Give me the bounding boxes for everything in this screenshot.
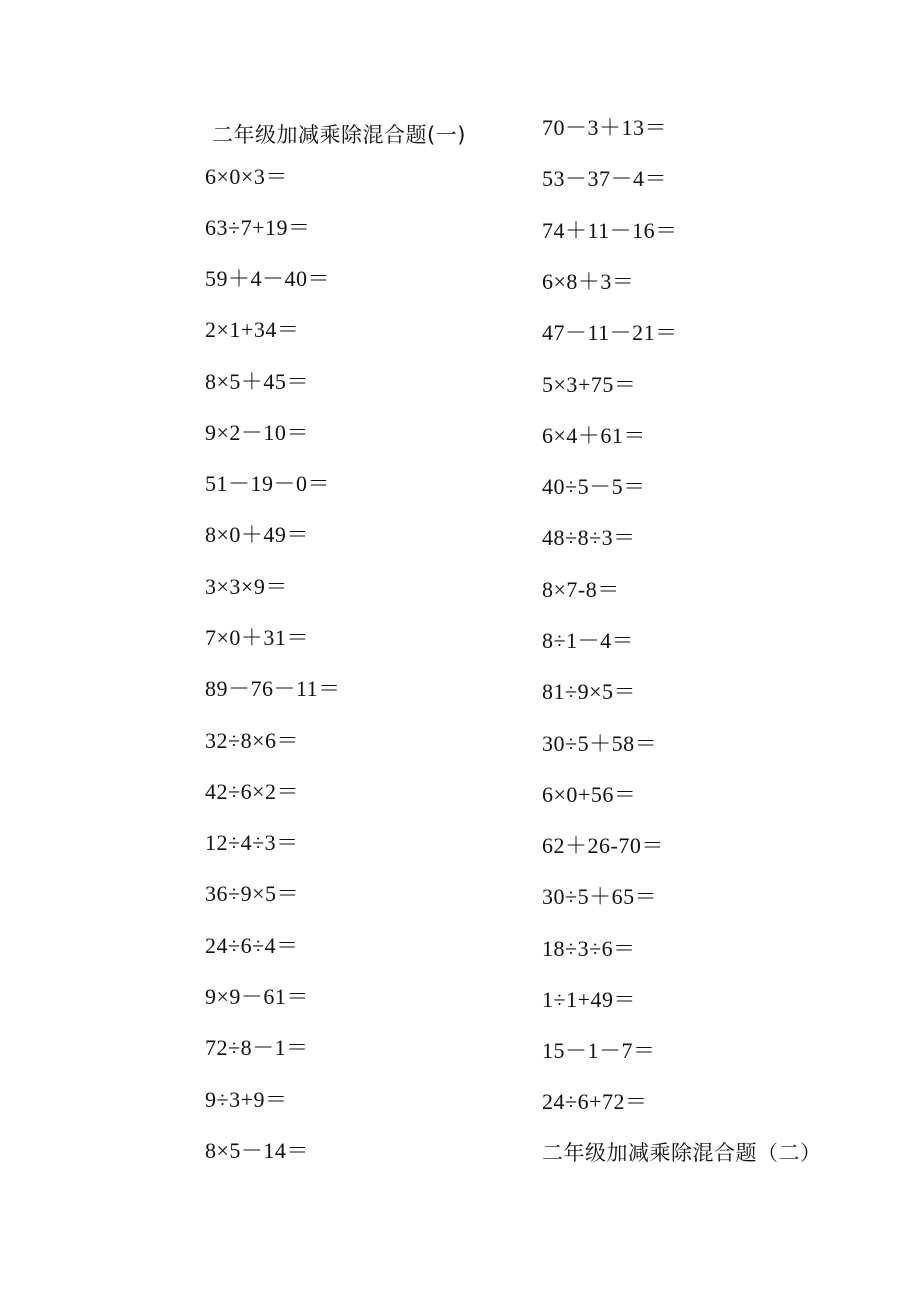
problem-right-12: 81÷9×5＝ xyxy=(542,679,636,704)
problem-left-16: 24÷6÷4＝ xyxy=(205,933,299,958)
problem-right-11: 8÷1－4＝ xyxy=(542,628,635,653)
worksheet-title-1: 二年级加减乘除混合题(一) xyxy=(212,123,466,147)
problem-left-5: 8×5＋45＝ xyxy=(205,369,309,394)
problem-right-19: 15－1－7＝ xyxy=(542,1038,656,1063)
problem-right-5: 47－11－21＝ xyxy=(542,320,678,345)
problem-right-7: 6×4＋61＝ xyxy=(542,423,646,448)
problem-right-17: 18÷3÷6＝ xyxy=(542,936,636,961)
worksheet-title-2: 二年级加减乘除混合题（二） xyxy=(542,1141,822,1165)
problem-left-6: 9×2－10＝ xyxy=(205,420,309,445)
problem-left-18: 72÷8－1＝ xyxy=(205,1035,309,1060)
problem-right-6: 5×3+75＝ xyxy=(542,372,637,397)
problem-right-15: 62＋26-70＝ xyxy=(542,833,664,858)
problem-left-1: 6×0×3＝ xyxy=(205,164,288,189)
problem-left-7: 51－19－0＝ xyxy=(205,471,331,496)
problem-right-4: 6×8＋3＝ xyxy=(542,269,635,294)
problem-left-3: 59＋4－40＝ xyxy=(205,266,331,291)
problem-left-10: 7×0＋31＝ xyxy=(205,625,309,650)
problem-right-2: 53－37－4＝ xyxy=(542,166,668,191)
problem-left-9: 3×3×9＝ xyxy=(205,574,288,599)
problem-left-14: 12÷4÷3＝ xyxy=(205,830,299,855)
problem-left-2: 63÷7+19＝ xyxy=(205,215,311,240)
problem-left-4: 2×1+34＝ xyxy=(205,317,300,342)
problem-left-20: 8×5－14＝ xyxy=(205,1138,309,1163)
problem-right-9: 48÷8÷3＝ xyxy=(542,525,636,550)
problem-left-17: 9×9－61＝ xyxy=(205,984,309,1009)
problem-right-20: 24÷6+72＝ xyxy=(542,1089,648,1114)
problem-right-18: 1÷1+49＝ xyxy=(542,987,636,1012)
problem-right-1: 70－3＋13＝ xyxy=(542,115,668,140)
problem-left-12: 32÷8×6＝ xyxy=(205,728,299,753)
problem-right-13: 30÷5＋58＝ xyxy=(542,731,658,756)
problem-right-16: 30÷5＋65＝ xyxy=(542,884,658,909)
problem-left-19: 9÷3+9＝ xyxy=(205,1087,288,1112)
problem-left-8: 8×0＋49＝ xyxy=(205,522,309,547)
problem-left-15: 36÷9×5＝ xyxy=(205,881,299,906)
problem-right-10: 8×7-8＝ xyxy=(542,577,620,602)
problem-right-14: 6×0+56＝ xyxy=(542,782,637,807)
problem-right-3: 74＋11－16＝ xyxy=(542,218,678,243)
problem-left-11: 89－76－11＝ xyxy=(205,676,341,701)
problem-right-8: 40÷5－5＝ xyxy=(542,474,646,499)
problem-left-13: 42÷6×2＝ xyxy=(205,779,299,804)
